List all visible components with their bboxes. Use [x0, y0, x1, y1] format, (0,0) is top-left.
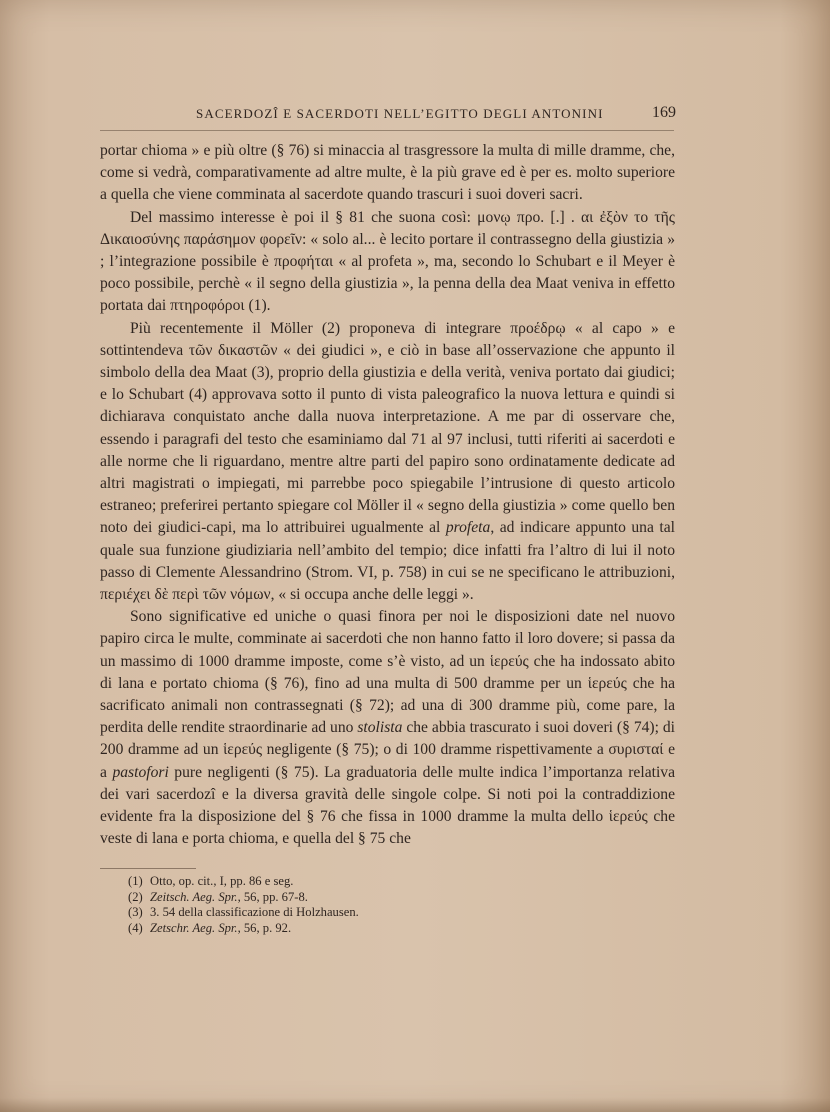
page-header [100, 104, 676, 126]
italic-pastofori: pastofori [112, 763, 169, 781]
page-number: 169 [652, 104, 676, 121]
paragraph-2: Del massimo interesse è poi il § 81 che suona così: μονῳ προ. [.] . αι ἐξὸν το τῆς Δικαιοσύνης παράσημον φορεῖν: « solo al... è lecito portare il contrassegno della giustizia » ; l’integrazione possibile è προφήται « al profeta », ma, secondo lo Schubart e il Meyer è poco possibile, perchè « il segno della giustizia », la penna della dea Maat veniva in effetto portata dai πτηροφόροι (1). [100, 208, 675, 315]
footnote-4 [128, 921, 648, 937]
footnote-text: 3. 54 della classificazione di Holzhausen. [150, 905, 359, 920]
paragraph-3-part-a: Più recentemente il Möller (2) proponeva di integrare προέδρῳ « al capo » e sottintendeva τῶν δικαστῶν « dei giudici », e ciò in base all’osservazione che appunto il simbolo della dea Maat (3), proprio della giustizia e della verità, veniva portato dai giudici; e lo Schubart (4) approvava sotto il punto di vista paleografico la nuova lettura e quindi si dichiarava conquistato anche dalla nuova interpretazione. A me par di osservare che, essendo i paragrafi del testo che esaminiamo dal 71 al 97 inclusi, tutti riferiti ai sacerdoti e alle norme che li riguardano, mentre altre parti del papiro sono ordinatamente dedicate ad altri magistrati o impiegati, mi parrebbe poco spiegabile l’intrusione di questo articolo estraneo; preferirei pertanto spiegare col Möller il « segno della giustizia » come quello ben noto dei giudici-capi, ma lo attribuirei ugualmente al [100, 319, 675, 537]
paragraph-3 [100, 318, 675, 607]
footnote-2 [128, 890, 648, 906]
footnote-rule [100, 868, 196, 869]
paragraph-1: portar chioma » e più oltre (§ 76) si minaccia al trasgressore la multa di mille dramme, che, come si vedrà, comparativamente ad altre multe, è la più grave ed è per es. molto superiore a quella che viene comminata al sacerdote quando trascuri i suoi doveri sacri. [100, 142, 675, 204]
footnote-3 [128, 905, 648, 921]
footnote-journal: Zeitsch. Aeg. Spr. [150, 889, 238, 904]
paragraph-4-part-c: pure negligenti (§ 75). La graduatoria delle multe indica l’importanza relativa dei vari sacerdozî e la diversa gravità delle singole colpe. Si noti poi la contraddizione evidente fra la disposizione del § 76 che fissa in 1000 dramme la multa dello ἱερεύς che veste di lana e porta chioma, e quella del § 75 che [100, 763, 675, 848]
footnotes [128, 874, 648, 936]
footnote-journal: Zetschr. Aeg. Spr. [150, 920, 238, 935]
italic-profeta: profeta [445, 519, 491, 537]
paragraph-4 [100, 606, 675, 850]
paragraph-4-part-b: che abbia trascurato i suoi doveri (§ 74); di 200 dramme ad un ἱερεύς negligente (§ 75); o di 100 dramme rispettivamente a συρισταί e a [100, 719, 676, 781]
body-text [100, 140, 675, 851]
running-head: SACERDOZÎ E SACERDOTI NELL’EGITTO DEGLI ANTONINI [196, 106, 604, 121]
italic-stolista: stolista [357, 719, 403, 737]
page-bottom-edge [0, 1098, 830, 1112]
footnote-number: (1) [128, 874, 143, 888]
footnote-number: (3) [128, 905, 143, 920]
header-rule [100, 130, 674, 131]
paragraph-3-part-b: , ad indicare appunto una tal quale sua funzione giudiziaria nell’ambito del tempio; dice infatti fra l’altro di lui il noto passo di Clemente Alessandrino (Strom. VI, p. 758) in cui se ne specificano le attribuzioni, περιέχει δὲ περὶ τῶν νόμων, « si occupa anche delle leggi ». [100, 519, 675, 604]
footnote-number: (2) [128, 889, 143, 904]
footnote-text: Otto, op. cit., I, pp. 86 e seg. [150, 874, 294, 888]
footnote-text: , 56, pp. 67-8. [237, 889, 308, 904]
footnote-number: (4) [128, 920, 143, 935]
footnote-1 [128, 874, 648, 890]
footnote-text: , 56, p. 92. [237, 920, 292, 935]
paragraph-4-part-a: Sono significative ed uniche o quasi finora per noi le disposizioni date nel nuovo papiro circa le multe, comminate ai sacerdoti che non hanno fatto il loro dovere; si passa da un massimo di 1000 dramme imposte, come s’è visto, ad un ἱερεύς che ha indossato abito di lana e portato chioma (§ 76), fino ad una multa di 500 dramme per un ἱερεύς che ha sacrificato animali non contrassegnati (§ 72); ad una di 300 dramme più, come pare, la perdita delle rendite straordinarie ad uno [100, 608, 675, 737]
